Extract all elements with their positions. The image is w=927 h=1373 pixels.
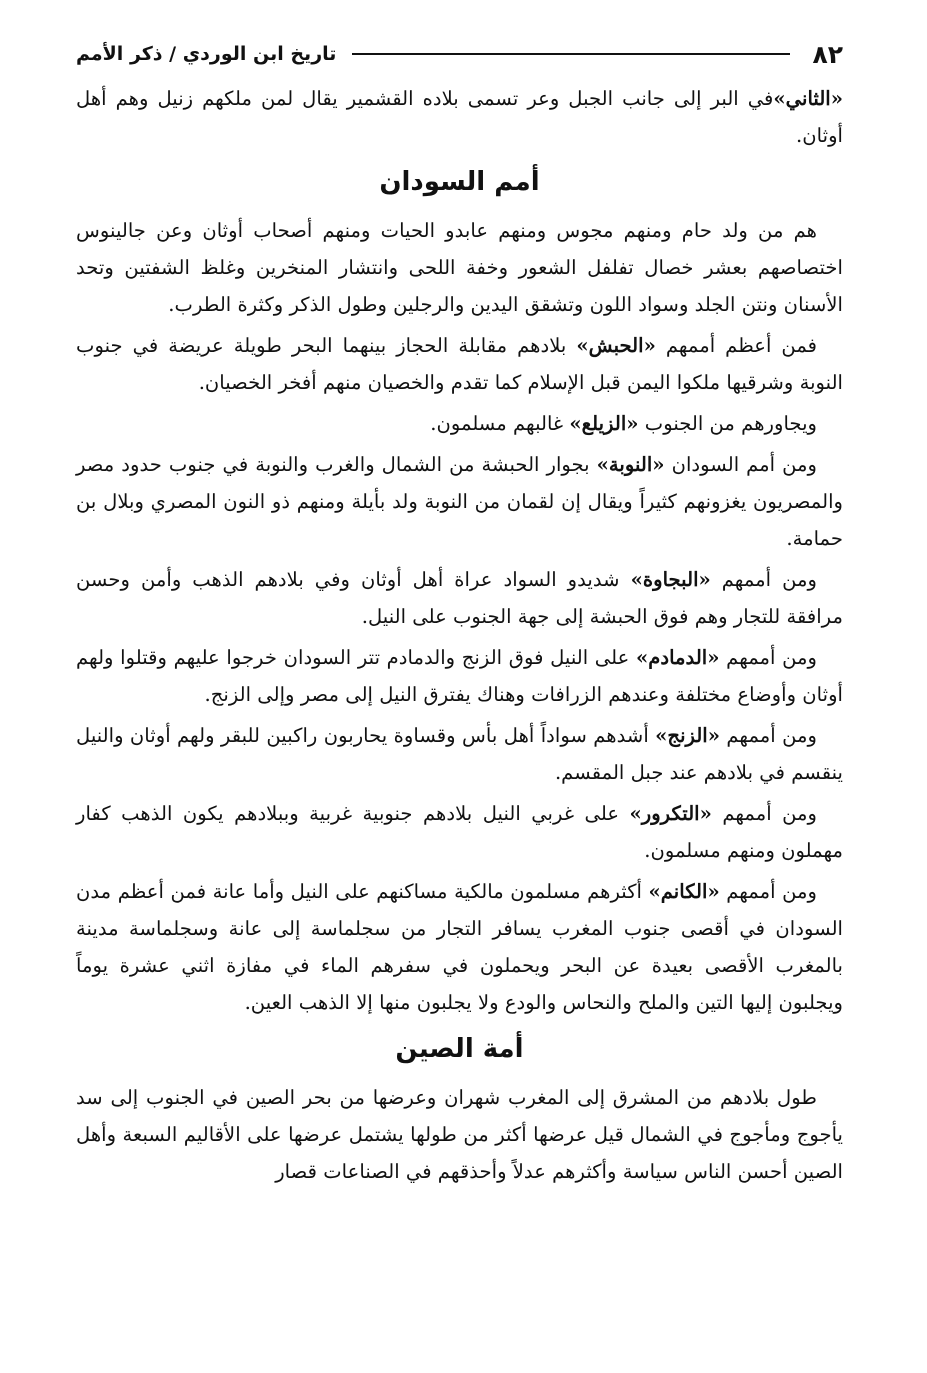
paragraph-zanj (76, 717, 843, 791)
paragraph-text: ومن أممهم (726, 646, 818, 669)
heading-sudan: أمم السودان (379, 167, 540, 197)
paragraph-text: غالبهم مسلمون. (430, 412, 564, 435)
header-rule (352, 53, 790, 55)
paragraph-text: بجوار الحبشة من الشمال والغرب والنوبة في جنوب حدود مصر والمصريون يغزونهم كثيراً ويقال إن لقمان من النوبة ولد بأيلة ومنهم ذو النون المصري وبلال بن حمامة. (76, 453, 843, 550)
paragraph-text: ومن أمم السودان (671, 453, 818, 476)
paragraph-text: ويجاورهم من الجنوب (644, 412, 817, 435)
paragraph-text: على النيل فوق الزنج والدمادم تتر السودان خرجوا عليهم وقتلوا ولهم أوثان وأوضاع مختلفة وعندهم الزرافات وهناك يفترق النيل إلى مصر وإلى الزنج. (76, 646, 843, 706)
page-number: ٨٢ (812, 39, 843, 69)
paragraph-text: في البر إلى جانب الجبل وعر تسمى بلاده القشمير يقال لمن ملكهم زنيل وهم أهل أوثان. (76, 87, 843, 147)
paragraph-habash (76, 327, 843, 401)
term-damadim: «الدمادم» (635, 646, 720, 669)
term-zaylaa: «الزيلع» (569, 412, 639, 435)
term-zanj: «الزنج» (655, 724, 720, 747)
running-title: تاريخ ابن الوردي / ذكر الأمم (76, 43, 337, 65)
paragraph-text: هم من ولد حام ومنهم مجوس ومنهم عابدو الحيات ومنهم أصحاب أوثان وعن جالينوس اختصاصهم بعشر خصال تفلفل الشعور وخفة اللحى وانتشار المنخرين وغلظ الشفتين وتحد الأسنان ونتن الجلد وسواد اللون وتشقق اليدين والرجلين وطول الذكر وكثرة الطرب. (76, 219, 843, 316)
paragraph-sudan-intro (76, 212, 843, 323)
paragraph-zaylaa (76, 405, 843, 442)
paragraph-text: ومن أممهم (726, 724, 817, 747)
paragraph-text: فمن أعظم أممهم (665, 334, 818, 357)
paragraph-text: شديدو السواد عراة أهل أوثان وفي بلادهم الذهب وأمن وحسن مرافقة للتجار وهم فوق الحبشة إلى جهة الجنوب على النيل. (76, 568, 843, 628)
term-kanim: «الكانم» (648, 880, 720, 903)
paragraph-kanim (76, 873, 843, 1021)
paragraph-text: ومن أممهم (722, 802, 817, 825)
paragraph-takrur (76, 795, 843, 869)
paragraph-text: طول بلادهم من المشرق إلى المغرب شهران وعرضها من بحر الصين في الجنوب إلى سد يأجوج ومأجوج في الشمال قيل عرضها أكثر من طولها يشتمل عرضها على الأقاليم السبعة وأهل الصين أحسن الناس سياسة وأكثرهم عدلاً وأحذقهم في الصناعات قصار (76, 1086, 843, 1183)
term-habash: «الحبش» (576, 334, 656, 357)
paragraph-text: أكثرهم مسلمون مالكية مساكنهم على النيل وأما عانة فمن أعظم مدن السودان في أقصى جنوب المغرب يسافر التجار من سجلماسة إلى عانة وسجلماسة مدينة بالمغرب الأقصى بعيدة عن البحر ويحملون في سفرهم الماء في مفازة اثني عشرة يوماً ويجلبون إليها التين والملح والنحاس والودع ولا يجلبون منها إلا الذهب العين. (76, 880, 843, 1014)
term-bujawa: «البجاوة» (630, 568, 711, 591)
page-header (76, 34, 843, 74)
heading-china: أمة الصين (395, 1034, 524, 1064)
paragraph-text: ومن أممهم (726, 880, 817, 903)
term-takrur: «التكرور» (629, 802, 712, 825)
term-nuba: «النوبة» (596, 453, 665, 476)
paragraph-china (76, 1079, 843, 1190)
paragraph-bujawa (76, 561, 843, 635)
term-second: «الثاني» (773, 87, 843, 110)
paragraph-nuba (76, 446, 843, 557)
paragraph-text: ومن أممهم (721, 568, 817, 591)
paragraph-text: بلادهم مقابلة الحجاز بينهما البحر طويلة عريضة في جنوب النوبة وشرقيها ملكوا اليمن قبل الإسلام كما تقدم والخصيان منهم أفخر الخصيان. (76, 334, 843, 394)
paragraph-second-nation (76, 80, 843, 154)
paragraph-text: أشدهم سواداً أهل بأس وقساوة يحاربون راكبين للبقر ولهم أوثان والنيل ينقسم في بلادهم عند جبل المقسم. (76, 724, 843, 784)
paragraph-text: على غربي النيل بلادهم جنوبية غربية وببلادهم يكون الذهب كفار مهملون ومنهم مسلمون. (76, 802, 843, 862)
paragraph-damadim (76, 639, 843, 713)
